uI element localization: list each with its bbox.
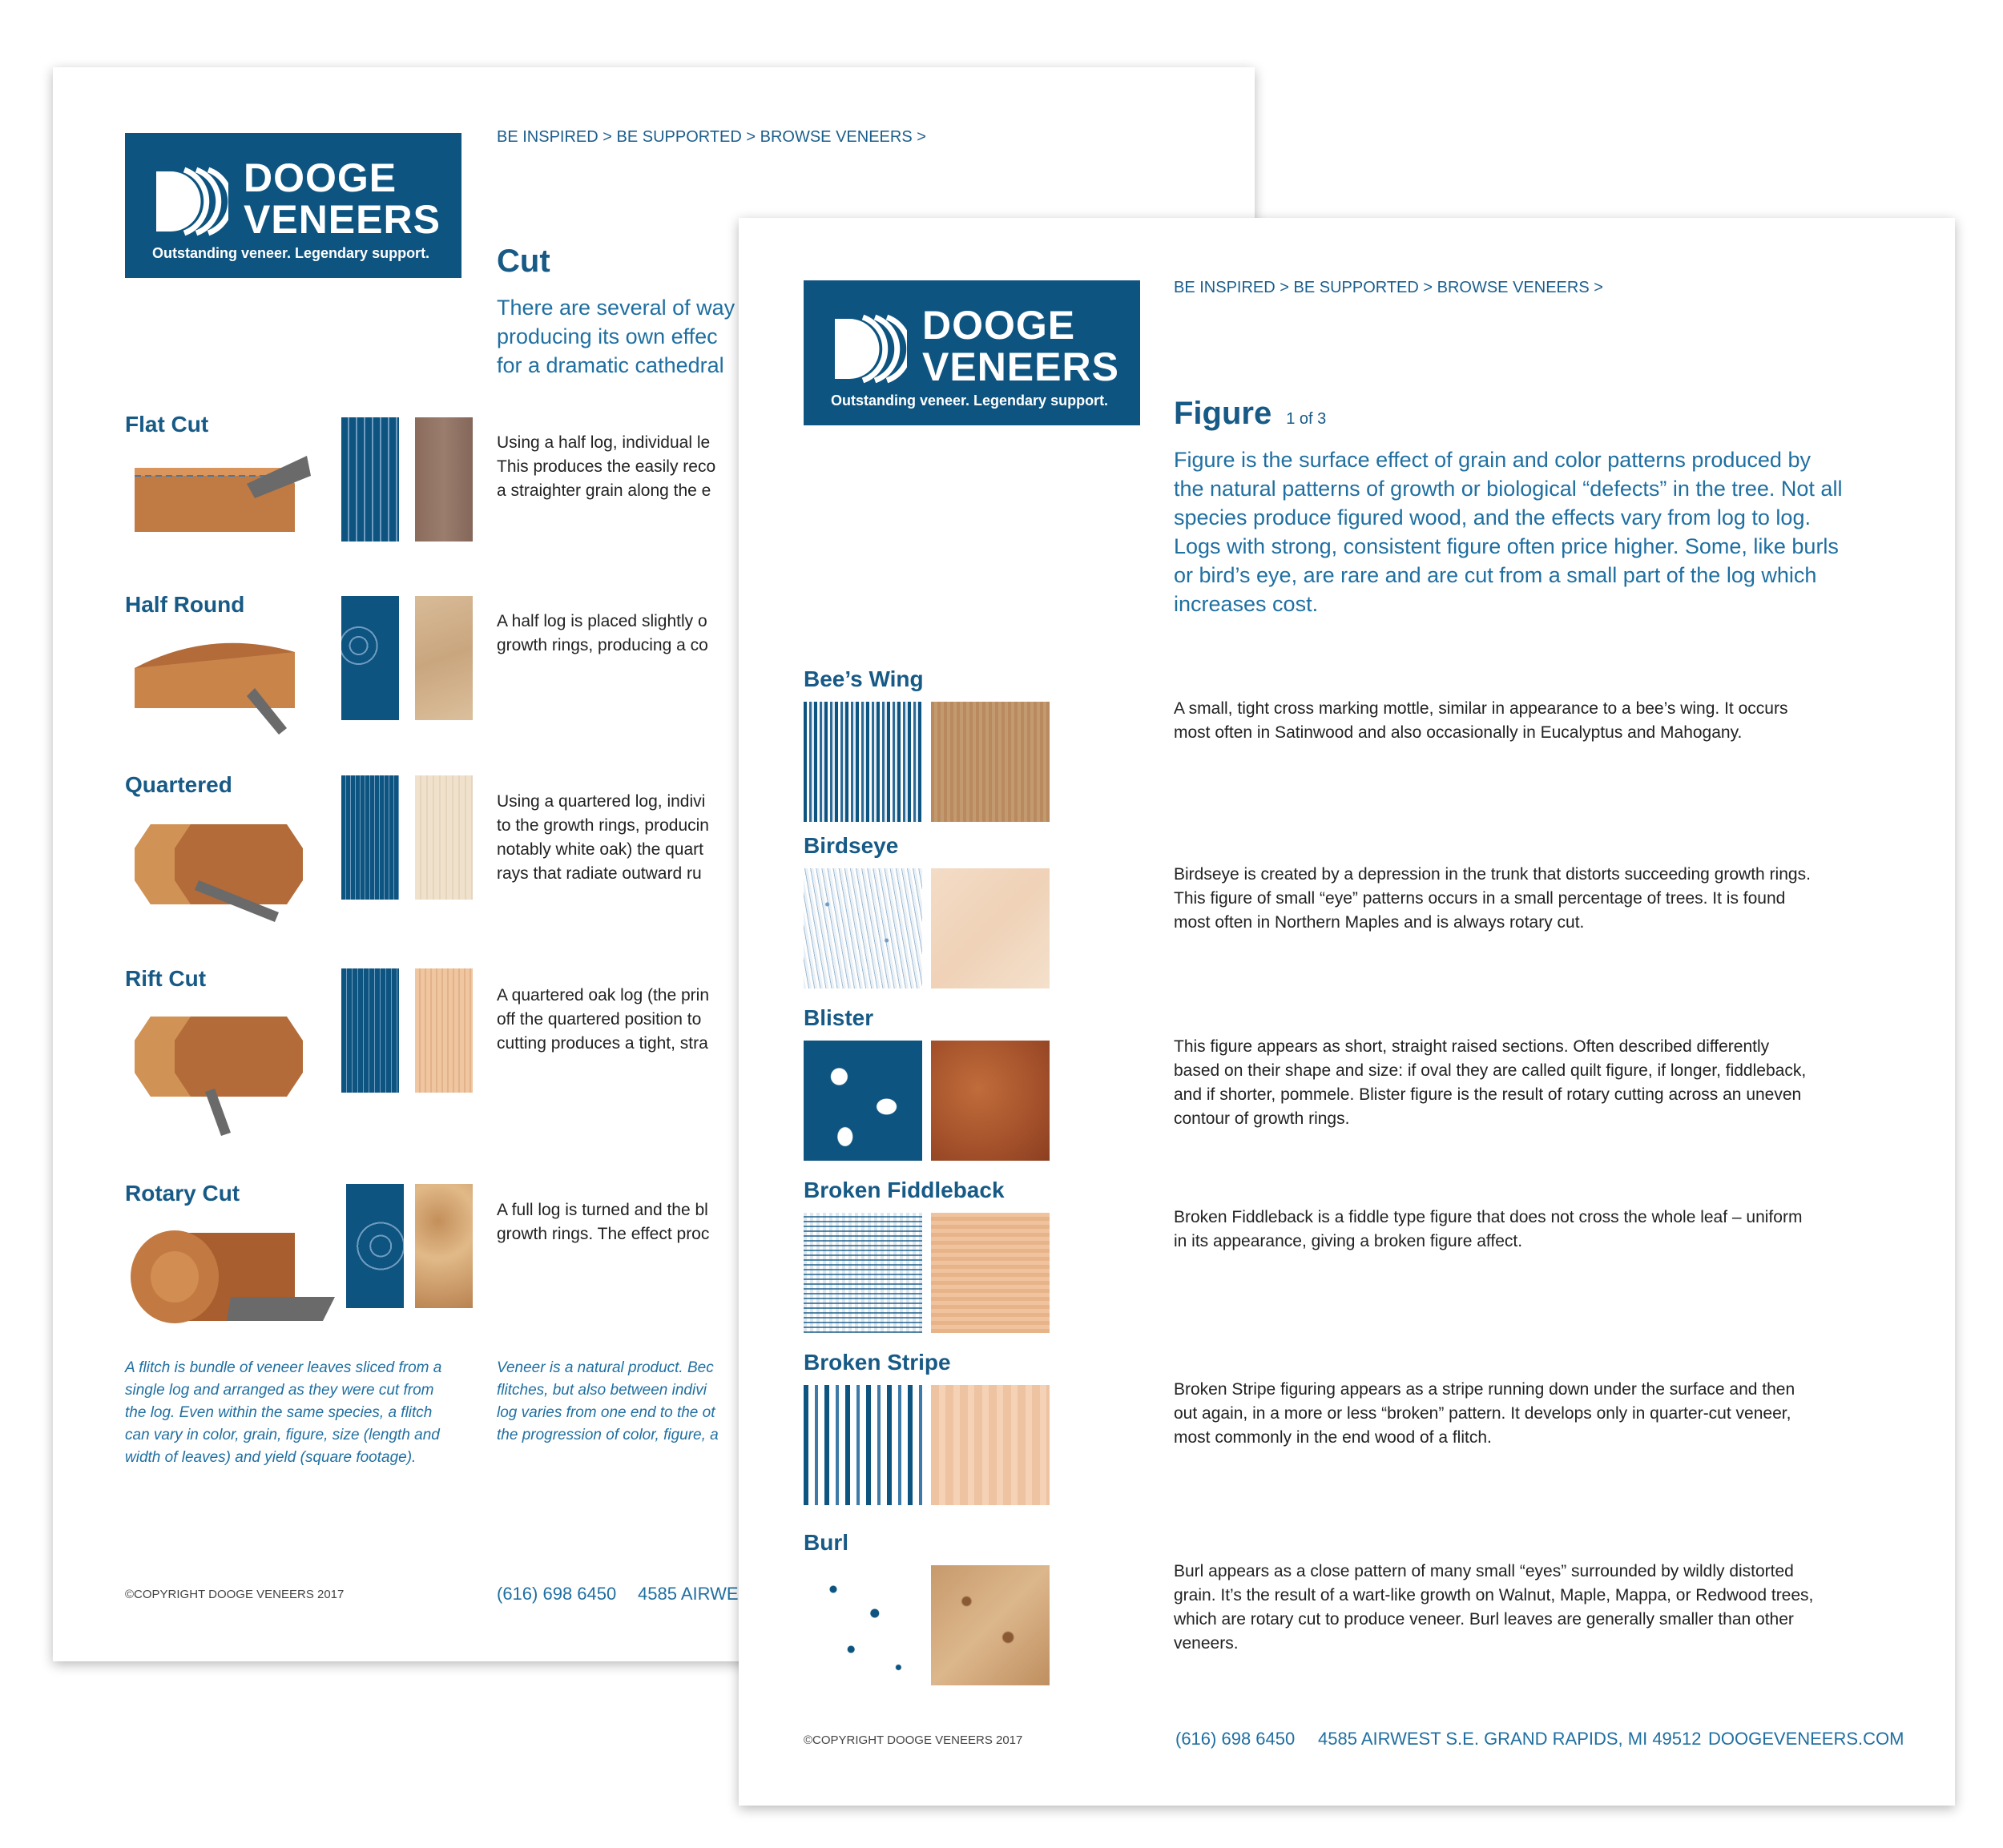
broken-stripe-grain-pattern [804, 1385, 922, 1505]
half-round-log-icon [127, 632, 311, 736]
figure-label-broken-stripe: Broken Stripe [804, 1350, 951, 1375]
breadcrumb[interactable]: BE INSPIRED > BE SUPPORTED > BROWSE VENEERS > [1174, 279, 1603, 296]
intro-line: Figure is the surface effect of grain and color patterns produced by [1174, 448, 1811, 472]
note-line: the log. Even within the same species, a flitch [125, 1404, 433, 1421]
rift-cut-log-icon [127, 1000, 311, 1137]
note-line: single log and arranged as they were cut from [125, 1382, 434, 1399]
copyright: ©COPYRIGHT DOOGE VENEERS 2017 [804, 1733, 1023, 1747]
intro-text [1174, 445, 1943, 618]
cut-label-flat-cut: Flat Cut [125, 412, 209, 437]
description-line: growth rings. The effect proc [497, 1225, 710, 1243]
intro-line: There are several of way [497, 296, 736, 320]
page-indicator: 1 of 3 [1286, 410, 1327, 428]
description-line: Broken Fiddleback is a fiddle type figure that does not cross the whole leaf – uniform [1174, 1208, 1803, 1226]
description-line: cutting produces a tight, stra [497, 1034, 708, 1053]
description-line: most commonly in the end wood of a flitch. [1174, 1428, 1492, 1447]
description-line: most often in Northern Maples and is always rotary cut. [1174, 913, 1585, 932]
breadcrumb[interactable]: BE INSPIRED > BE SUPPORTED > BROWSE VENEERS > [497, 128, 926, 146]
intro-line: the natural patterns of growth or biological “defects” in the tree. Not all [1174, 477, 1843, 501]
note-line: A flitch is bundle of veneer leaves sliced from a [125, 1359, 442, 1376]
dooge-logo-icon [831, 311, 907, 387]
rift-cut-grain-pattern [341, 968, 399, 1093]
figure-label-blister: Blister [804, 1005, 874, 1030]
intro-line: increases cost. [1174, 592, 1319, 616]
intro-line: producing its own effec [497, 324, 718, 348]
description-line: and if shorter, pommele. Blister figure is the result of rotary cutting across an uneven [1174, 1085, 1802, 1104]
bees-wing-description [1174, 697, 1943, 745]
blister-grain-pattern [804, 1041, 922, 1161]
burl-grain-pattern [804, 1565, 922, 1685]
quartered-grain-pattern [341, 775, 399, 900]
broken-stripe-wood-sample[interactable] [931, 1385, 1050, 1505]
description-line: contour of growth rings. [1174, 1109, 1350, 1128]
description-line: to the growth rings, producin [497, 816, 709, 835]
description-line: off the quartered position to [497, 1010, 702, 1029]
intro-line: species produce figured wood, and the effects vary from log to log. [1174, 505, 1811, 529]
description-line: a straighter grain along the e [497, 481, 711, 500]
description-line: based on their shape and size: if oval they are called quilt figure, if longer, fiddleback, [1174, 1061, 1807, 1080]
page-title-text: Figure [1174, 396, 1272, 431]
flat-cut-grain-pattern [341, 417, 399, 542]
brand-name-line2: VENEERS [922, 344, 1119, 389]
broken-fiddleback-grain-pattern [804, 1213, 922, 1333]
brand-name-line1: DOOGE [922, 303, 1076, 348]
description-line: veneers. [1174, 1634, 1239, 1653]
rotary-cut-wood-sample[interactable] [415, 1184, 473, 1308]
website-link[interactable]: DOOGEVENEERS.COM [1708, 1729, 1904, 1749]
description-line: Birdseye is created by a depression in the trunk that distorts succeeding growth rings. [1174, 865, 1811, 884]
description-line: This figure of small “eye” patterns occurs in a small percentage of trees. It is found [1174, 889, 1786, 908]
figure-label-bees-wing: Bee’s Wing [804, 666, 924, 691]
cut-label-quartered: Quartered [125, 772, 232, 797]
description-line: A quartered oak log (the prin [497, 986, 710, 1005]
flat-cut-log-icon [127, 452, 311, 540]
description-line: Using a quartered log, indivi [497, 792, 706, 811]
figure-label-burl: Burl [804, 1530, 848, 1555]
half-round-grain-pattern [341, 596, 399, 720]
intro-line: Logs with strong, consistent figure often price higher. Some, like burls [1174, 534, 1839, 558]
page-title [1174, 396, 1326, 432]
note-line: Veneer is a natural product. Bec [497, 1359, 714, 1376]
broken-fiddleback-wood-sample[interactable] [931, 1213, 1050, 1333]
birdseye-grain-pattern [804, 868, 922, 988]
phone-number[interactable]: (616) 698 6450 [497, 1584, 617, 1604]
front-page-figure [739, 218, 1955, 1806]
note-line: can vary in color, grain, figure, size (length and [125, 1427, 440, 1443]
burl-description [1174, 1560, 1943, 1656]
rotary-cut-grain-pattern [346, 1184, 404, 1308]
brand-tagline: Outstanding veneer. Legendary support. [831, 393, 1109, 409]
description-line: Burl appears as a close pattern of many small “eyes” surrounded by wildly distorted [1174, 1562, 1794, 1580]
cut-label-rift-cut: Rift Cut [125, 966, 207, 991]
brand-logo[interactable] [804, 280, 1140, 425]
copyright: ©COPYRIGHT DOOGE VENEERS 2017 [125, 1588, 345, 1601]
description-line: This produces the easily reco [497, 457, 716, 476]
description-line: Using a half log, individual le [497, 433, 711, 452]
description-line: A full log is turned and the bl [497, 1201, 708, 1219]
dooge-logo-icon [152, 163, 228, 240]
brand-tagline: Outstanding veneer. Legendary support. [152, 245, 430, 261]
address: 4585 AIRWE [638, 1584, 739, 1604]
figure-label-broken-fiddleback: Broken Fiddleback [804, 1178, 1005, 1202]
bees-wing-grain-pattern [804, 702, 922, 822]
blister-wood-sample[interactable] [931, 1041, 1050, 1161]
note-line: width of leaves) and yield (square footage). [125, 1449, 417, 1466]
quartered-wood-sample[interactable] [415, 775, 473, 900]
description-line: rays that radiate outward ru [497, 864, 702, 883]
description-line: out again, in a more or less “broken” pattern. It develops only in quarter-cut veneer, [1174, 1404, 1791, 1423]
description-line: A half log is placed slightly o [497, 612, 707, 630]
description-line: A small, tight cross marking mottle, similar in appearance to a bee’s wing. It occurs [1174, 699, 1788, 718]
quartered-log-icon [127, 808, 311, 928]
intro-line: for a dramatic cathedral [497, 353, 724, 377]
note-line: the progression of color, figure, a [497, 1427, 719, 1443]
figure-label-birdseye: Birdseye [804, 833, 899, 858]
description-line: grain. It’s the result of a wart-like growth on Walnut, Maple, Mappa, or Redwood trees, [1174, 1586, 1814, 1604]
bees-wing-wood-sample[interactable] [931, 702, 1050, 822]
birdseye-wood-sample[interactable] [931, 868, 1050, 988]
phone-number[interactable]: (616) 698 6450 [1175, 1729, 1296, 1749]
description-line: This figure appears as short, straight raised sections. Often described differently [1174, 1037, 1770, 1056]
description-line: growth rings, producing a co [497, 636, 708, 654]
description-line: Broken Stripe figuring appears as a stripe running down under the surface and then [1174, 1380, 1795, 1399]
description-line: which are rotary cut to produce veneer. Burl leaves are generally smaller than other [1174, 1610, 1794, 1629]
blister-description [1174, 1035, 1943, 1131]
flitch-note [125, 1357, 478, 1469]
birdseye-description [1174, 863, 1943, 935]
cut-label-rotary-cut: Rotary Cut [125, 1181, 240, 1206]
description-line: most often in Satinwood and also occasionally in Eucalyptus and Mahogany. [1174, 723, 1743, 742]
half-round-wood-sample[interactable] [415, 596, 473, 720]
burl-wood-sample[interactable] [931, 1565, 1050, 1685]
broken-fiddleback-description [1174, 1206, 1943, 1254]
note-line: flitches, but also between indivi [497, 1382, 707, 1399]
description-line: notably white oak) the quart [497, 840, 703, 859]
rotary-cut-log-icon [127, 1217, 351, 1337]
page-title: Cut [497, 244, 550, 279]
rift-cut-wood-sample[interactable] [415, 968, 473, 1093]
description-line: in its appearance, giving a broken figure affect. [1174, 1232, 1523, 1250]
broken-stripe-description [1174, 1378, 1943, 1450]
cut-label-half-round: Half Round [125, 592, 245, 617]
brand-name-line2: VENEERS [244, 197, 441, 242]
address: 4585 AIRWEST S.E. GRAND RAPIDS, MI 49512 [1318, 1729, 1702, 1749]
brand-name-line1: DOOGE [244, 155, 397, 200]
note-line: log varies from one end to the ot [497, 1404, 715, 1421]
flat-cut-wood-sample[interactable] [415, 417, 473, 542]
brand-logo[interactable] [125, 133, 461, 278]
intro-line: or bird’s eye, are rare and are cut from a small part of the log which [1174, 563, 1817, 587]
